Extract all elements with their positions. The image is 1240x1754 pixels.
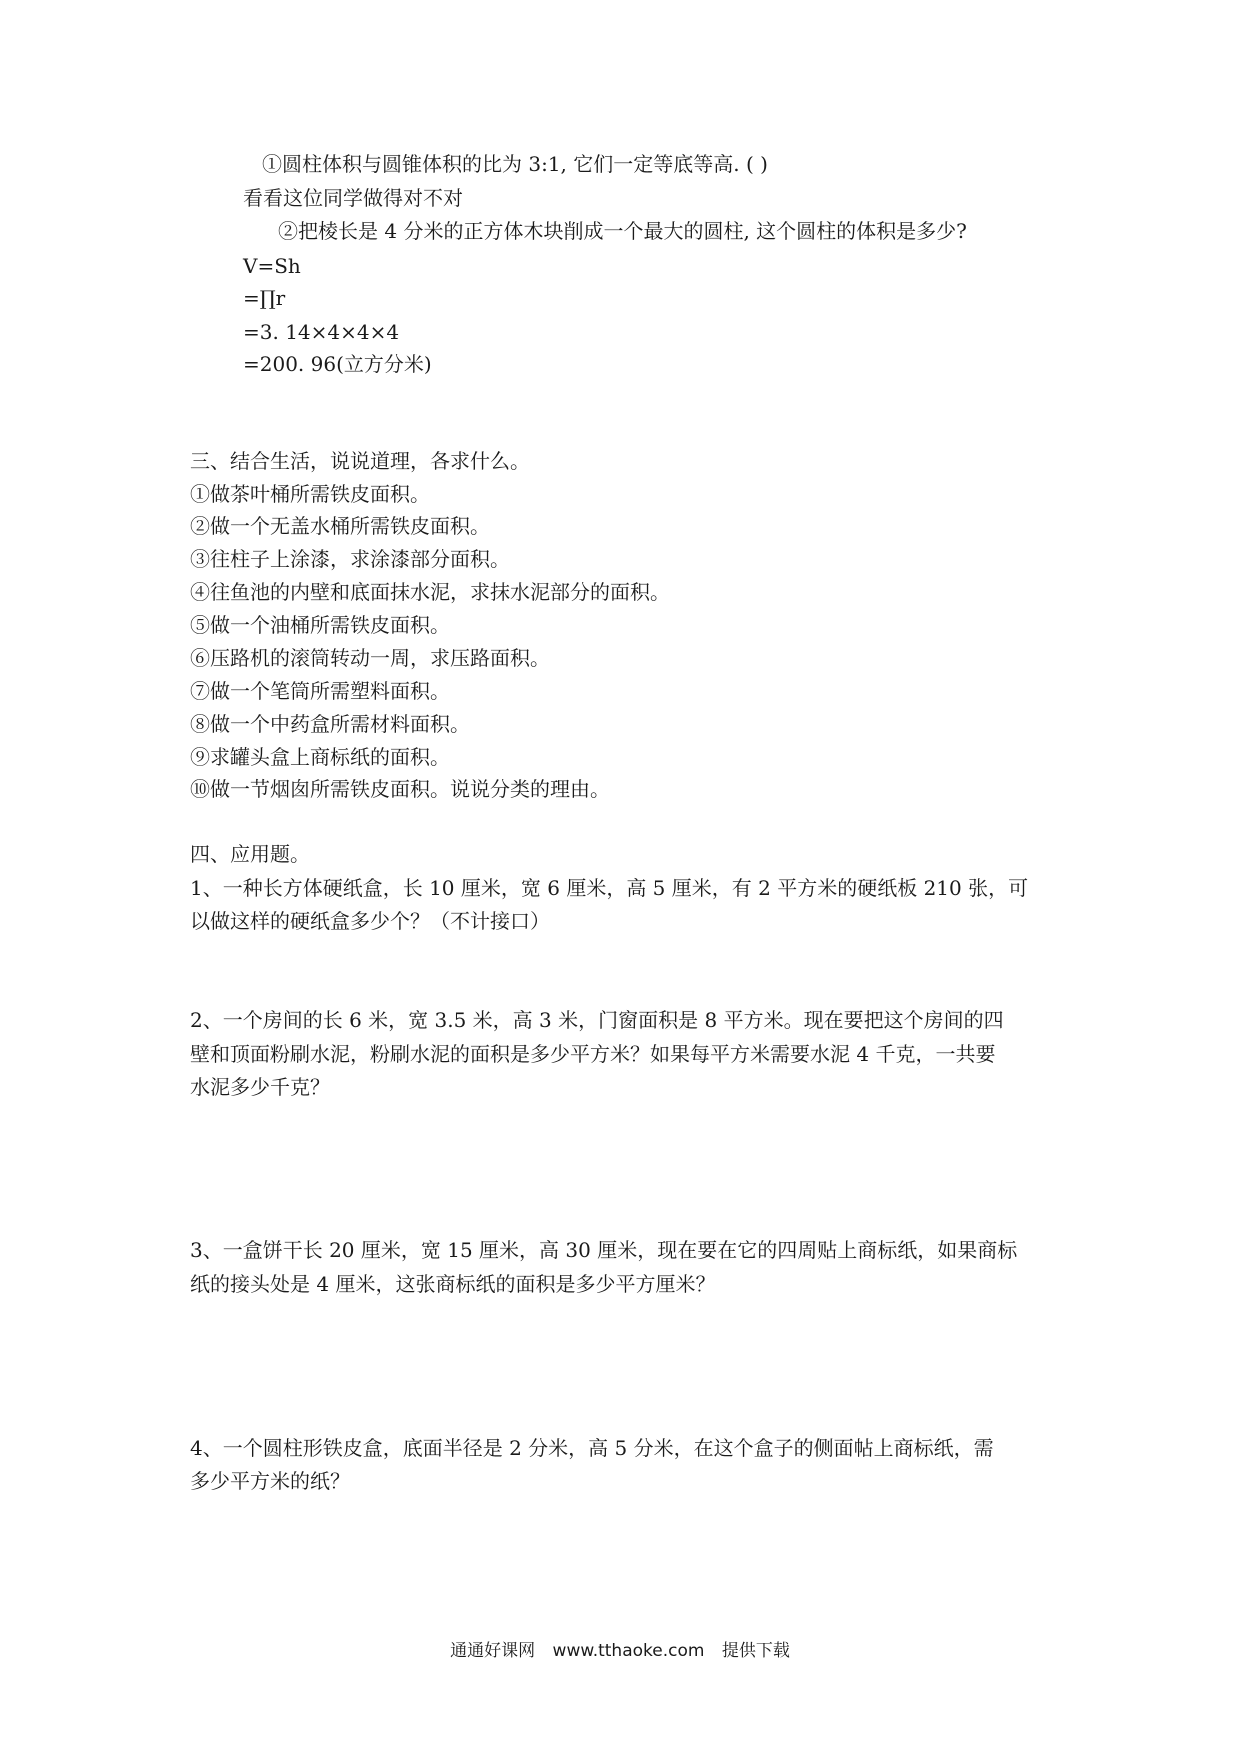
list-item: ①做茶叶桶所需铁皮面积。 [190,482,430,506]
problem-3-line-2: 纸的接头处是 4 厘米，这张商标纸的面积是多少平方厘米？ [190,1272,716,1296]
list-item: ③往柱子上涂漆，求涂漆部分面积。 [190,547,510,571]
page-footer [0,1636,1240,1661]
list-item: ⑨求罐头盒上商标纸的面积。 [190,745,450,769]
list-item: ④往鱼池的内壁和底面抹水泥，求抹水泥部分的面积。 [190,580,670,604]
problem-4-line-1: 4、一个圆柱形铁皮盒，底面半径是 2 分米，高 5 分米，在这个盒子的侧面帖上商标纸，需 [190,1436,994,1460]
footer-site-name: 通通好课网 [450,1641,536,1661]
problem-1-line-1: 1、一种长方体硬纸盒，长 10 厘米，宽 6 厘米，高 5 厘米，有 2 平方米的硬纸板 210 张，可 [190,876,1029,900]
footer-url[interactable]: www.tthaoke.com [552,1641,705,1661]
question-2: ②把棱长是 4 分米的正方体木块削成一个最大的圆柱, 这个圆柱的体积是多少? [278,219,967,243]
problem-2-line-1: 2、一个房间的长 6 米，宽 3.5 米，高 3 米，门窗面积是 8 平方米。现在要把这个房间的四 [190,1008,1004,1032]
work-line-3: =3. 14×4×4×4 [243,320,400,344]
problem-4-line-2: 多少平方米的纸？ [190,1469,350,1493]
list-item: ②做一个无盖水桶所需铁皮面积。 [190,514,490,538]
question-1: ①圆柱体积与圆锥体积的比为 3:1, 它们一定等底等高. ( ) [262,152,768,176]
work-line-4: =200. 96(立方分米) [243,352,432,376]
problem-1-line-2: 以做这样的硬纸盒多少个？（不计接口） [190,909,550,933]
work-line-1: V=Sh [243,254,301,278]
list-item: ⑥压路机的滚筒转动一周，求压路面积。 [190,646,550,670]
problem-2-line-3: 水泥多少千克？ [190,1075,330,1099]
work-line-2: =∏r [243,286,286,310]
problem-3-line-1: 3、一盒饼干长 20 厘米，宽 15 厘米，高 30 厘米，现在要在它的四周贴上商标纸，如果商标 [190,1238,1018,1262]
section-4-title: 四、应用题。 [190,842,310,866]
section-3-title: 三、结合生活，说说道理，各求什么。 [190,449,530,473]
check-intro: 看看这位同学做得对不对 [243,186,463,210]
footer-suffix: 提供下载 [721,1641,790,1661]
list-item: ⑤做一个油桶所需铁皮面积。 [190,613,450,637]
list-item: ⑩做一节烟囱所需铁皮面积。说说分类的理由。 [190,777,610,801]
problem-2-line-2: 壁和顶面粉刷水泥，粉刷水泥的面积是多少平方米？如果每平方米需要水泥 4 千克，一共要 [190,1042,996,1066]
list-item: ⑦做一个笔筒所需塑料面积。 [190,679,450,703]
list-item: ⑧做一个中药盒所需材料面积。 [190,712,470,736]
